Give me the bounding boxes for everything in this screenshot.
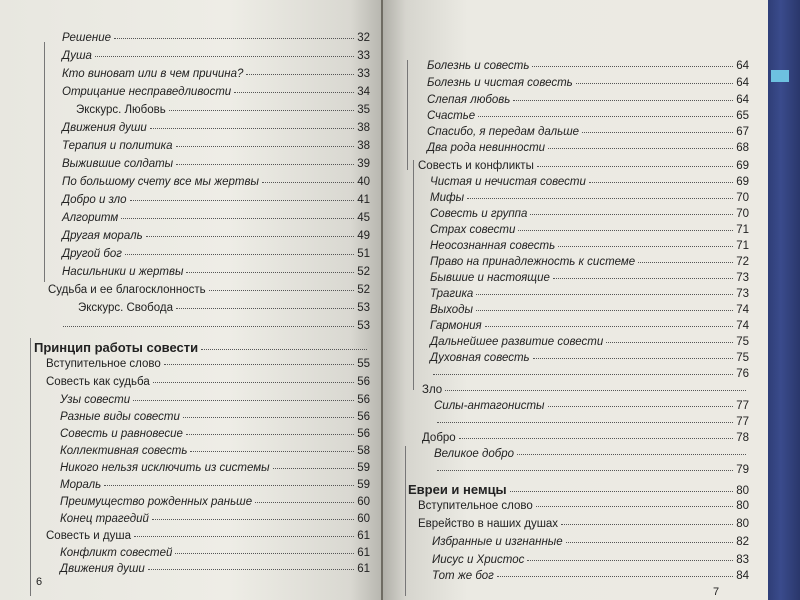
toc-leader-dots bbox=[561, 524, 733, 525]
toc-leader-dots bbox=[201, 349, 367, 350]
toc-leader-dots bbox=[536, 506, 733, 507]
toc-entry bbox=[430, 288, 749, 300]
toc-leader-dots bbox=[234, 92, 354, 93]
toc-entry-title: Выжившие солдаты bbox=[62, 158, 174, 170]
toc-entry bbox=[60, 496, 370, 508]
toc-leader-dots bbox=[262, 182, 354, 183]
toc-page-number: 73 bbox=[736, 272, 749, 284]
toc-leader-dots bbox=[476, 294, 733, 295]
toc-entry-title: Совесть и равновесие bbox=[60, 428, 183, 440]
toc-page-number: 61 bbox=[357, 530, 370, 542]
toc-entry bbox=[62, 230, 370, 242]
toc-leader-dots bbox=[255, 502, 354, 503]
toc-leader-dots bbox=[273, 468, 355, 469]
toc-entry-title: Счастье bbox=[427, 110, 476, 122]
toc-entry-title: Никого нельзя исключить из системы bbox=[60, 462, 270, 474]
toc-entry-title: Совесть как судьба bbox=[46, 376, 150, 388]
toc-entry-title: Слепая любовь bbox=[427, 94, 511, 106]
toc-page-number: 83 bbox=[736, 554, 749, 566]
toc-page-number: 53 bbox=[357, 320, 370, 332]
toc-page-number: 39 bbox=[357, 158, 370, 170]
toc-leader-dots bbox=[517, 454, 746, 455]
toc-entry-title: Алгоритм bbox=[62, 212, 119, 224]
left-page bbox=[0, 0, 381, 600]
toc-entry bbox=[62, 194, 370, 206]
toc-leader-dots bbox=[478, 116, 733, 117]
toc-page-number: 33 bbox=[357, 68, 370, 80]
toc-leader-dots bbox=[548, 148, 733, 149]
toc-entry bbox=[418, 500, 749, 512]
toc-entry-title: Терапия и политика bbox=[62, 140, 173, 152]
toc-leader-dots bbox=[152, 519, 354, 520]
toc-page-number: 38 bbox=[357, 140, 370, 152]
toc-entry bbox=[430, 192, 749, 204]
toc-entry bbox=[408, 482, 749, 497]
toc-entry-title: Вступительное слово bbox=[46, 358, 161, 370]
toc-leader-dots bbox=[558, 246, 733, 247]
toc-leader-dots bbox=[533, 358, 734, 359]
toc-page-number: 61 bbox=[357, 563, 370, 575]
toc-page-number: 60 bbox=[357, 496, 370, 508]
toc-page-number: 69 bbox=[736, 176, 749, 188]
toc-entry-title: Разные виды совести bbox=[60, 411, 180, 423]
toc-leader-dots bbox=[150, 128, 354, 129]
toc-entry-title: Совесть и группа bbox=[430, 208, 528, 220]
toc-entry-title: Право на принадлежность к системе bbox=[430, 256, 636, 268]
toc-entry bbox=[427, 60, 749, 72]
toc-page-number: 70 bbox=[736, 208, 749, 220]
toc-page-number: 59 bbox=[357, 462, 370, 474]
toc-entry-title: Движения души bbox=[60, 563, 145, 575]
toc-leader-dots bbox=[183, 417, 354, 418]
toc-entry bbox=[46, 358, 370, 370]
toc-entry-title: Кто виноват или в чем причина? bbox=[62, 68, 244, 80]
toc-entry-title: Иисус и Христос bbox=[432, 554, 525, 566]
toc-entry bbox=[430, 304, 749, 316]
toc-leader-dots bbox=[209, 290, 355, 291]
toc-page-number: 52 bbox=[357, 284, 370, 296]
toc-entry-title: Бывшие и настоящие bbox=[430, 272, 550, 284]
toc-leader-dots bbox=[130, 200, 355, 201]
toc-entry-title: Узы совести bbox=[60, 394, 131, 406]
toc-entry bbox=[62, 248, 370, 260]
toc-page-number: 67 bbox=[736, 126, 749, 138]
toc-leader-dots bbox=[186, 272, 354, 273]
toc-entry-title: Спасибо, я передам дальше bbox=[427, 126, 580, 138]
toc-page-number: 49 bbox=[357, 230, 370, 242]
toc-entry-title: Другая мораль bbox=[62, 230, 143, 242]
toc-leader-dots bbox=[121, 218, 354, 219]
toc-entry-title: Болезнь и совесть bbox=[427, 60, 530, 72]
toc-entry bbox=[60, 445, 370, 457]
toc-leader-dots bbox=[530, 214, 733, 215]
toc-entry-title: Решение bbox=[62, 32, 111, 44]
toc-entry bbox=[60, 547, 370, 559]
toc-entry bbox=[60, 320, 370, 332]
toc-leader-dots bbox=[638, 262, 733, 263]
toc-entry-title: Чистая и нечистая совести bbox=[430, 176, 586, 188]
toc-leader-dots bbox=[582, 132, 733, 133]
toc-entry-title: Добро и зло bbox=[62, 194, 127, 206]
toc-entry bbox=[62, 32, 370, 44]
cover-accent-stripe bbox=[771, 70, 789, 82]
toc-leader-dots bbox=[190, 451, 354, 452]
toc-leader-dots bbox=[497, 576, 733, 577]
toc-entry bbox=[60, 394, 370, 406]
toc-entry-title: Движения души bbox=[62, 122, 147, 134]
toc-page-number: 64 bbox=[736, 94, 749, 106]
toc-entry bbox=[430, 176, 749, 188]
toc-leader-dots bbox=[104, 485, 354, 486]
toc-leader-dots bbox=[114, 38, 354, 39]
toc-leader-dots bbox=[175, 553, 354, 554]
toc-entry bbox=[432, 536, 749, 548]
toc-entry bbox=[62, 140, 370, 152]
toc-entry bbox=[427, 126, 749, 138]
toc-leader-dots bbox=[510, 491, 734, 492]
toc-entry-title: Совесть и душа bbox=[46, 530, 131, 542]
toc-entry bbox=[62, 122, 370, 134]
toc-entry-title: Коллективная совесть bbox=[60, 445, 188, 457]
toc-page-number: 56 bbox=[357, 428, 370, 440]
toc-entry bbox=[418, 160, 749, 172]
toc-page-number: 72 bbox=[736, 256, 749, 268]
toc-entry bbox=[78, 302, 370, 314]
toc-entry bbox=[434, 400, 749, 412]
toc-leader-dots bbox=[186, 434, 354, 435]
toc-leader-dots bbox=[513, 100, 733, 101]
toc-entry bbox=[430, 208, 749, 220]
toc-entry-title: Другой бог bbox=[62, 248, 122, 260]
toc-leader-dots bbox=[532, 66, 733, 67]
toc-leader-dots bbox=[606, 342, 733, 343]
page-number: 6 bbox=[36, 576, 43, 588]
toc-leader-dots bbox=[176, 308, 354, 309]
toc-entry-title: Страх совести bbox=[430, 224, 516, 236]
toc-page-number: 53 bbox=[357, 302, 370, 314]
toc-entry bbox=[430, 256, 749, 268]
toc-entry-title: Насильники и жертвы bbox=[62, 266, 184, 278]
toc-entry bbox=[62, 266, 370, 278]
toc-entry bbox=[427, 77, 749, 89]
toc-page-number: 71 bbox=[736, 224, 749, 236]
toc-entry-title: Добро bbox=[422, 432, 456, 444]
toc-page-number: 68 bbox=[736, 142, 749, 154]
toc-page-number: 51 bbox=[357, 248, 370, 260]
toc-entry-title: Избранные и изгнанные bbox=[432, 536, 563, 548]
toc-page-number: 77 bbox=[736, 400, 749, 412]
toc-page-number: 74 bbox=[736, 304, 749, 316]
toc-page-number: 56 bbox=[357, 411, 370, 423]
toc-entry-title: По большому счету все мы жертвы bbox=[62, 176, 259, 188]
toc-page-number: 74 bbox=[736, 320, 749, 332]
toc-leader-dots bbox=[95, 56, 354, 57]
toc-leader-dots bbox=[518, 230, 733, 231]
toc-page-number: 41 bbox=[357, 194, 370, 206]
toc-entry-title: Духовная совесть bbox=[430, 352, 530, 364]
toc-page-number: 80 bbox=[736, 500, 749, 512]
toc-entry-title: Преимущество рожденных раньше bbox=[60, 496, 253, 508]
toc-leader-dots bbox=[134, 536, 354, 537]
toc-page-number: 79 bbox=[736, 464, 749, 476]
toc-entry bbox=[48, 284, 370, 296]
toc-leader-dots bbox=[548, 406, 734, 407]
toc-entry-title: Совесть и конфликты bbox=[418, 160, 534, 172]
toc-leader-dots bbox=[169, 110, 354, 111]
toc-page-number: 75 bbox=[736, 352, 749, 364]
toc-entry bbox=[422, 432, 749, 444]
toc-leader-dots bbox=[176, 146, 355, 147]
section-bracket bbox=[405, 446, 406, 596]
toc-page-number: 55 bbox=[357, 358, 370, 370]
toc-entry bbox=[427, 94, 749, 106]
toc-entry bbox=[418, 518, 749, 530]
toc-entry bbox=[427, 142, 749, 154]
toc-page-number: 73 bbox=[736, 288, 749, 300]
toc-leader-dots bbox=[589, 182, 733, 183]
toc-entry-title: Зло bbox=[422, 384, 443, 396]
toc-page-number: 64 bbox=[736, 60, 749, 72]
toc-entry bbox=[60, 479, 370, 491]
toc-page-number: 84 bbox=[736, 570, 749, 582]
toc-leader-dots bbox=[437, 422, 733, 423]
toc-entry bbox=[430, 272, 749, 284]
toc-entry bbox=[46, 530, 370, 542]
toc-entry-title: Душа bbox=[62, 50, 92, 62]
toc-entry-title: Дальнейшее развитие совести bbox=[430, 336, 604, 348]
toc-entry-title: Конец трагедий bbox=[60, 513, 149, 525]
toc-leader-dots bbox=[148, 569, 354, 570]
section-bracket bbox=[413, 160, 414, 390]
toc-page-number: 64 bbox=[736, 77, 749, 89]
toc-entry bbox=[62, 50, 370, 62]
toc-entry bbox=[422, 384, 749, 396]
toc-leader-dots bbox=[467, 198, 733, 199]
toc-entry-title: Экскурс. Любовь bbox=[76, 104, 166, 116]
toc-leader-dots bbox=[246, 74, 354, 75]
toc-entry bbox=[46, 376, 370, 388]
toc-entry bbox=[62, 158, 370, 170]
toc-entry-title: Неосознанная совесть bbox=[430, 240, 556, 252]
toc-page-number: 35 bbox=[357, 104, 370, 116]
book-cover-edge bbox=[768, 0, 800, 600]
toc-entry bbox=[434, 448, 749, 460]
toc-entry-title: Конфликт совестей bbox=[60, 547, 173, 559]
toc-entry bbox=[60, 462, 370, 474]
toc-page-number: 45 bbox=[357, 212, 370, 224]
toc-entry bbox=[62, 68, 370, 80]
toc-entry bbox=[430, 240, 749, 252]
toc-leader-dots bbox=[576, 83, 733, 84]
toc-page-number: 61 bbox=[357, 547, 370, 559]
section-bracket bbox=[407, 60, 408, 170]
toc-page-number: 71 bbox=[736, 240, 749, 252]
toc-entry bbox=[430, 224, 749, 236]
toc-entry-title: Гармония bbox=[430, 320, 482, 332]
toc-entry-title: Вступительное слово bbox=[418, 500, 533, 512]
toc-entry-title: Мораль bbox=[60, 479, 102, 491]
toc-entry bbox=[430, 352, 749, 364]
toc-entry-title: Болезнь и чистая совесть bbox=[427, 77, 573, 89]
toc-entry bbox=[62, 212, 370, 224]
toc-leader-dots bbox=[437, 470, 733, 471]
toc-page-number: 80 bbox=[736, 485, 749, 497]
toc-leader-dots bbox=[176, 164, 354, 165]
toc-entry bbox=[432, 570, 749, 582]
toc-leader-dots bbox=[476, 310, 733, 311]
toc-entry-title: Еврейство в наших душах bbox=[418, 518, 559, 530]
toc-leader-dots bbox=[125, 254, 354, 255]
toc-leader-dots bbox=[146, 236, 355, 237]
toc-entry-title: Судьба и ее благосклонность bbox=[48, 284, 206, 296]
toc-entry bbox=[62, 176, 370, 188]
toc-leader-dots bbox=[459, 438, 734, 439]
toc-page-number: 60 bbox=[357, 513, 370, 525]
toc-leader-dots bbox=[485, 326, 734, 327]
section-bracket bbox=[30, 338, 31, 596]
toc-entry bbox=[76, 104, 370, 116]
toc-entry-title: Трагика bbox=[430, 288, 474, 300]
toc-entry bbox=[434, 416, 749, 428]
toc-page-number: 56 bbox=[357, 394, 370, 406]
toc-page-number: 40 bbox=[357, 176, 370, 188]
toc-page-number: 80 bbox=[736, 518, 749, 530]
section-bracket bbox=[44, 42, 45, 282]
toc-entry-title: Отрицание несправедливости bbox=[62, 86, 232, 98]
toc-leader-dots bbox=[153, 382, 354, 383]
toc-entry-title: Выходы bbox=[430, 304, 473, 316]
toc-entry-title: Два рода невинности bbox=[427, 142, 546, 154]
toc-leader-dots bbox=[164, 364, 354, 365]
toc-leader-dots bbox=[537, 166, 733, 167]
toc-entry bbox=[430, 368, 749, 380]
toc-leader-dots bbox=[553, 278, 733, 279]
toc-page-number: 38 bbox=[357, 122, 370, 134]
toc-page-number: 52 bbox=[357, 266, 370, 278]
toc-page-number: 33 bbox=[357, 50, 370, 62]
toc-leader-dots bbox=[527, 560, 733, 561]
toc-page-number: 58 bbox=[357, 445, 370, 457]
toc-page-number: 78 bbox=[736, 432, 749, 444]
toc-entry bbox=[62, 86, 370, 98]
toc-leader-dots bbox=[433, 374, 733, 375]
toc-entry bbox=[34, 340, 370, 355]
toc-leader-dots bbox=[445, 390, 746, 391]
toc-leader-dots bbox=[63, 326, 354, 327]
toc-entry bbox=[430, 320, 749, 332]
toc-entry-title: Принцип работы совести bbox=[34, 340, 199, 355]
toc-page-number: 65 bbox=[736, 110, 749, 122]
toc-entry bbox=[60, 563, 370, 575]
toc-page-number: 70 bbox=[736, 192, 749, 204]
toc-entry bbox=[60, 411, 370, 423]
toc-entry-title: Мифы bbox=[430, 192, 465, 204]
page-number: 7 bbox=[713, 586, 720, 598]
toc-entry bbox=[434, 464, 749, 476]
toc-entry-title: Евреи и немцы bbox=[408, 482, 507, 497]
right-page bbox=[383, 0, 768, 600]
toc-page-number: 56 bbox=[357, 376, 370, 388]
toc-entry-title: Экскурс. Свобода bbox=[78, 302, 174, 314]
toc-page-number: 82 bbox=[736, 536, 749, 548]
toc-page-number: 77 bbox=[736, 416, 749, 428]
toc-entry-title: Тот же бог bbox=[432, 570, 494, 582]
toc-entry-title: Великое добро bbox=[434, 448, 514, 460]
toc-page-number: 32 bbox=[357, 32, 370, 44]
toc-entry-title: Силы-антагонисты bbox=[434, 400, 545, 412]
toc-entry bbox=[432, 554, 749, 566]
toc-page-number: 59 bbox=[357, 479, 370, 491]
toc-leader-dots bbox=[133, 400, 354, 401]
toc-leader-dots bbox=[566, 542, 734, 543]
toc-page-number: 75 bbox=[736, 336, 749, 348]
toc-entry bbox=[430, 336, 749, 348]
toc-page-number: 34 bbox=[357, 86, 370, 98]
toc-page-number: 69 bbox=[736, 160, 749, 172]
toc-entry bbox=[427, 110, 749, 122]
toc-entry bbox=[60, 513, 370, 525]
toc-entry bbox=[60, 428, 370, 440]
toc-page-number: 76 bbox=[736, 368, 749, 380]
